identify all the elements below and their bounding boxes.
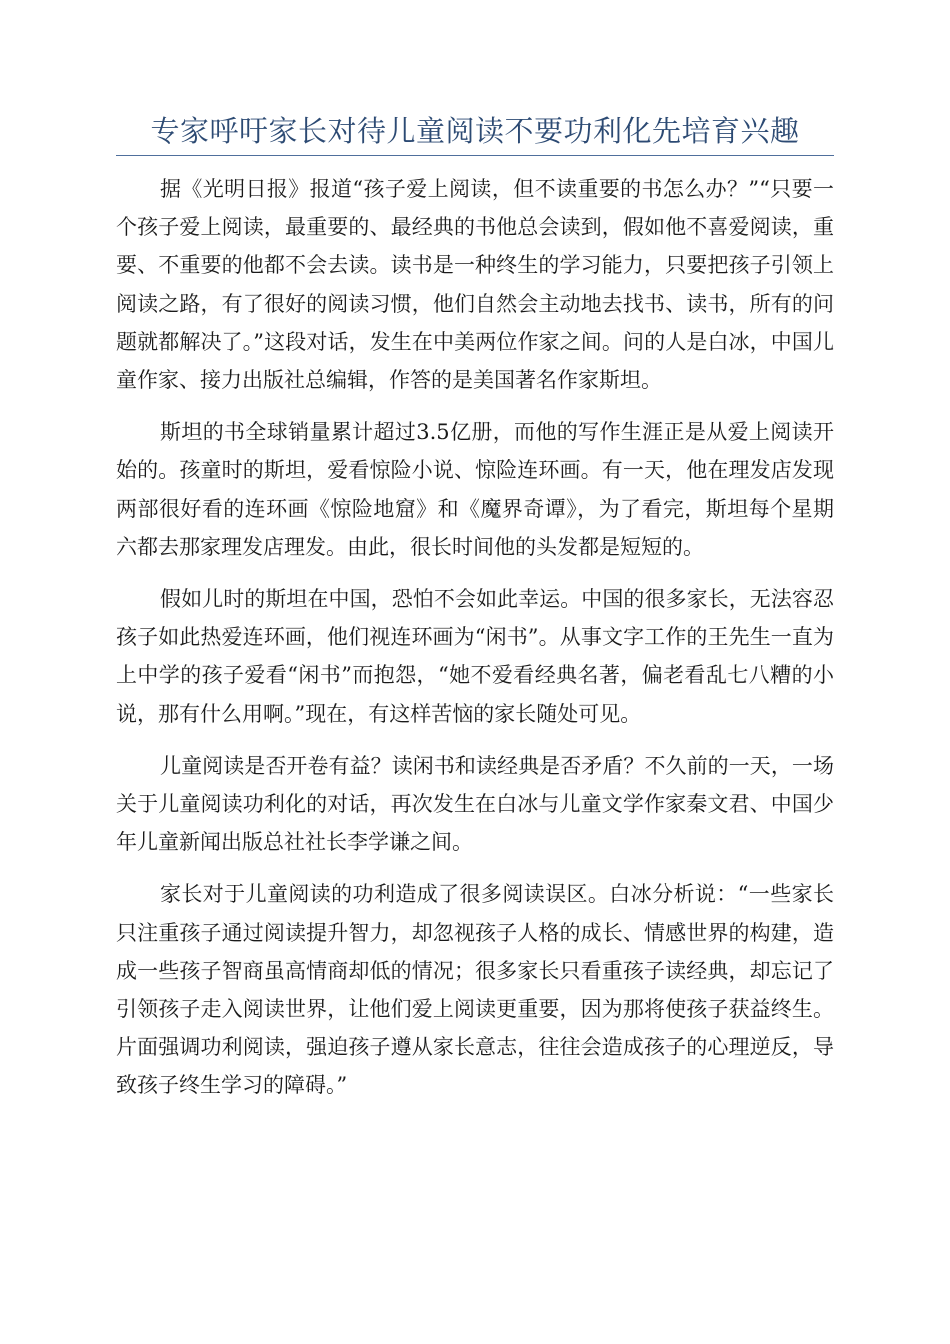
title-underline (116, 155, 834, 156)
paragraph-3: 假如儿时的斯坦在中国，恐怕不会如此幸运。中国的很多家长，无法容忍孩子如此热爱连环画，他们视连环画为“闲书”。从事文字工作的王先生一直为上中学的孩子爱看“闲书”而抱怨，“她不爱看经典名著，偏老看乱七八糟的小说，那有什么用啊。”现在，有这样苦恼的家长随处可见。 (116, 587, 834, 726)
document-body (116, 170, 834, 1119)
document-title: 专家呼吁家长对待儿童阅读不要功利化先培育兴趣 (150, 114, 800, 148)
paragraph-4: 儿童阅读是否开卷有益？读闲书和读经典是否矛盾？不久前的一天，一场关于儿童阅读功利化的对话，再次发生在白冰与儿童文学作家秦文君、中国少年儿童新闻出版总社社长李学谦之间。 (116, 753, 834, 855)
paragraph-2: 斯坦的书全球销量累计超过3.5亿册，而他的写作生涯正是从爱上阅读开始的。孩童时的斯坦，爱看惊险小说、惊险连环画。有一天，他在理发店发现两部很好看的连环画《惊险地窟》和《魔界奇谭》，为了看完，斯坦每个星期六都去那家理发店理发。由此，很长时间他的头发都是短短的。 (116, 420, 834, 559)
paragraph-5: 家长对于儿童阅读的功利造成了很多阅读误区。白冰分析说：“一些家长只注重孩子通过阅读提升智力，却忽视孩子人格的成长、情感世界的构建，造成一些孩子智商虽高情商却低的情况；很多家长只看重孩子读经典，却忘记了引领孩子走入阅读世界，让他们爱上阅读更重要，因为那将使孩子获益终生。片面强调功利阅读，强迫孩子遵从家长意志，往往会造成孩子的心理逆反，导致孩子终生学习的障碍。” (116, 882, 834, 1098)
paragraph-1: 据《光明日报》报道“孩子爱上阅读，但不读重要的书怎么办？”“只要一个孩子爱上阅读，最重要的、最经典的书他总会读到，假如他不喜爱阅读，重要、不重要的他都不会去读。读书是一种终生的学习能力，只要把孩子引领上阅读之路，有了很好的阅读习惯，他们自然会主动地去找书、读书，所有的问题就都解决了。”这段对话，发生在中美两位作家之间。问的人是白冰，中国儿童作家、接力出版社总编辑，作答的是美国著名作家斯坦。 (116, 177, 834, 393)
